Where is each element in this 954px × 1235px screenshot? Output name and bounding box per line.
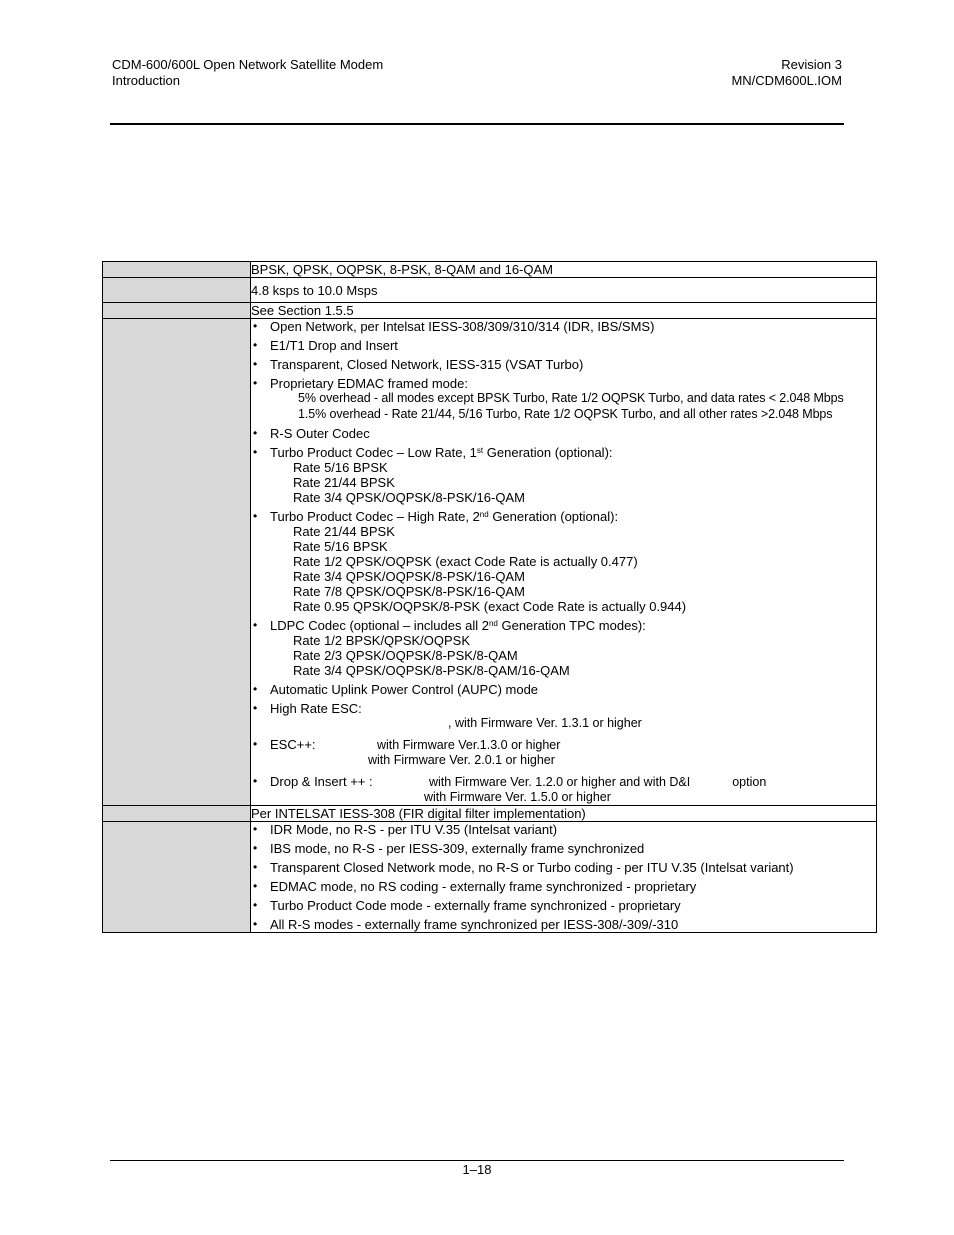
list-item: • E1/T1 Drop and Insert [251, 338, 876, 353]
esc-pp-firmware: with Firmware Ver. 2.0.1 or higher [368, 753, 555, 767]
modulation-value: BPSK, QPSK, OQPSK, 8-PSK, 8-QAM and 16-QAM [251, 262, 877, 278]
list-item: • IDR Mode, no R-S - per ITU V.35 (Intelsat variant) [251, 822, 876, 837]
tpc-high-rate: Rate 21/44 BPSK [293, 524, 395, 539]
operating-modes-value [251, 319, 877, 806]
ldpc-heading [270, 618, 876, 633]
edmac-overhead-1: 5% overhead - all modes except BPSK Turbo, Rate 1/2 OQPSK Turbo, and data rates < 2.048 Mbps [298, 391, 844, 405]
tpc-high-rate: Rate 7/8 QPSK/OQPSK/8-PSK/16-QAM [293, 584, 525, 599]
di-pp-firmware: with Firmware Ver. 1.2.0 or higher and with D&I [429, 775, 691, 789]
list-item: • Transparent, Closed Network, IESS-315 (VSAT Turbo) [251, 357, 876, 372]
list-item [251, 618, 876, 678]
list-item [251, 737, 876, 768]
page-header-right [731, 57, 842, 89]
tpc-high-rate: Rate 3/4 QPSK/OQPSK/8-PSK/16-QAM [293, 569, 525, 584]
document-number: MN/CDM600L.IOM [731, 73, 842, 88]
list-item [251, 774, 876, 805]
di-pp-option: option [732, 775, 767, 789]
tpc-low-rate: Rate 21/44 BPSK [293, 475, 395, 490]
esc-pp-heading [270, 737, 876, 753]
high-rate-esc-firmware: , with Firmware Ver. 1.3.1 or higher [448, 716, 642, 730]
filter-value: Per INTELSAT IESS-308 (FIR digital filter implementation) [251, 806, 877, 822]
list-item [251, 701, 876, 731]
list-item [251, 445, 876, 505]
tpc-high-text: Generation (optional): [488, 509, 619, 524]
ordinal-suffix: nd [488, 619, 498, 628]
page-header-left [112, 57, 383, 89]
table-row-symbol-rate [103, 278, 877, 303]
ldpc-text: Generation TPC modes): [497, 618, 646, 633]
row-label-cell [103, 278, 251, 303]
table-row-operating-modes [103, 319, 877, 806]
list-item [251, 509, 876, 614]
footer-rule [110, 1160, 844, 1161]
operating-modes-list [251, 319, 876, 805]
ldpc-rate: Rate 2/3 QPSK/OQPSK/8-PSK/8-QAM [293, 648, 518, 663]
row-label-cell [103, 262, 251, 278]
tpc-low-rate: Rate 3/4 QPSK/OQPSK/8-PSK/16-QAM [293, 490, 525, 505]
page-number: 1–18 [462, 1162, 492, 1177]
edmac-heading: • Proprietary EDMAC framed mode: [270, 376, 468, 391]
row-label-cell [103, 303, 251, 319]
list-item: • Open Network, per Intelsat IESS-308/309/310/314 (IDR, IBS/SMS) [251, 319, 876, 334]
list-item: • Transparent Closed Network mode, no R-S or Turbo coding - per ITU V.35 (Intelsat variant) [251, 860, 876, 875]
ordinal-suffix: nd [479, 510, 489, 519]
tpc-low-text: Turbo Product Codec – Low Rate, 1 [270, 445, 477, 460]
tpc-low-rate: Rate 5/16 BPSK [293, 460, 388, 475]
list-item: • EDMAC mode, no RS coding - externally frame synchronized - proprietary [251, 879, 876, 894]
row-label-cell [103, 806, 251, 822]
di-pp-heading [270, 774, 876, 790]
specification-table [102, 261, 877, 933]
list-item: • R-S Outer Codec [251, 426, 876, 441]
tpc-low-heading [270, 445, 876, 460]
ldpc-rate: Rate 3/4 QPSK/OQPSK/8-PSK/8-QAM/16-QAM [293, 663, 570, 678]
table-row-filter [103, 806, 877, 822]
header-rule [110, 123, 844, 125]
table-row-scrambling [103, 822, 877, 933]
list-item: • Turbo Product Code mode - externally frame synchronized - proprietary [251, 898, 876, 913]
di-pp-label: Drop & Insert ++ : [270, 774, 373, 789]
ldpc-rate: Rate 1/2 BPSK/QPSK/OQPSK [293, 633, 471, 648]
table-row-modulation [103, 262, 877, 278]
row-label-cell [103, 822, 251, 933]
di-pp-firmware: with Firmware Ver. 1.5.0 or higher [424, 790, 611, 804]
scrambling-value [251, 822, 877, 933]
list-item: • All R-S modes - externally frame synchronized per IESS-308/-309/-310 [251, 917, 876, 932]
tpc-high-rate: Rate 5/16 BPSK [293, 539, 388, 554]
table-row-data-rate [103, 303, 877, 319]
row-label-cell [103, 319, 251, 806]
esc-pp-firmware: with Firmware Ver.1.3.0 or higher [377, 738, 561, 752]
data-rate-value: See Section 1.5.5 [251, 303, 877, 319]
esc-pp-label: ESC++: [270, 737, 316, 752]
high-rate-esc-heading: • High Rate ESC: [270, 701, 362, 716]
ordinal-suffix: st [476, 446, 484, 455]
document-revision: Revision 3 [781, 57, 842, 72]
tpc-low-text: Generation (optional): [483, 445, 613, 460]
tpc-high-text: Turbo Product Codec – High Rate, 2 [270, 509, 480, 524]
ldpc-text: LDPC Codec (optional – includes all 2 [270, 618, 489, 633]
list-item: • Automatic Uplink Power Control (AUPC) mode [251, 682, 876, 697]
symbol-rate-value: 4.8 ksps to 10.0 Msps [251, 278, 877, 303]
tpc-high-rate: Rate 0.95 QPSK/OQPSK/8-PSK (exact Code Rate is actually 0.944) [293, 599, 687, 614]
edmac-overhead-2: 1.5% overhead - Rate 21/44, 5/16 Turbo, Rate 1/2 OQPSK Turbo, and all other rates >2.048 Mbps [298, 406, 833, 421]
scrambling-list [251, 822, 876, 932]
list-item: • IBS mode, no R-S - per IESS-309, externally frame synchronized [251, 841, 876, 856]
document-section: Introduction [112, 73, 180, 88]
tpc-high-heading [270, 509, 876, 524]
tpc-high-rate: Rate 1/2 QPSK/OQPSK (exact Code Rate is actually 0.477) [293, 554, 638, 569]
list-item [251, 376, 876, 422]
document-title: CDM-600/600L Open Network Satellite Modem [112, 57, 384, 72]
